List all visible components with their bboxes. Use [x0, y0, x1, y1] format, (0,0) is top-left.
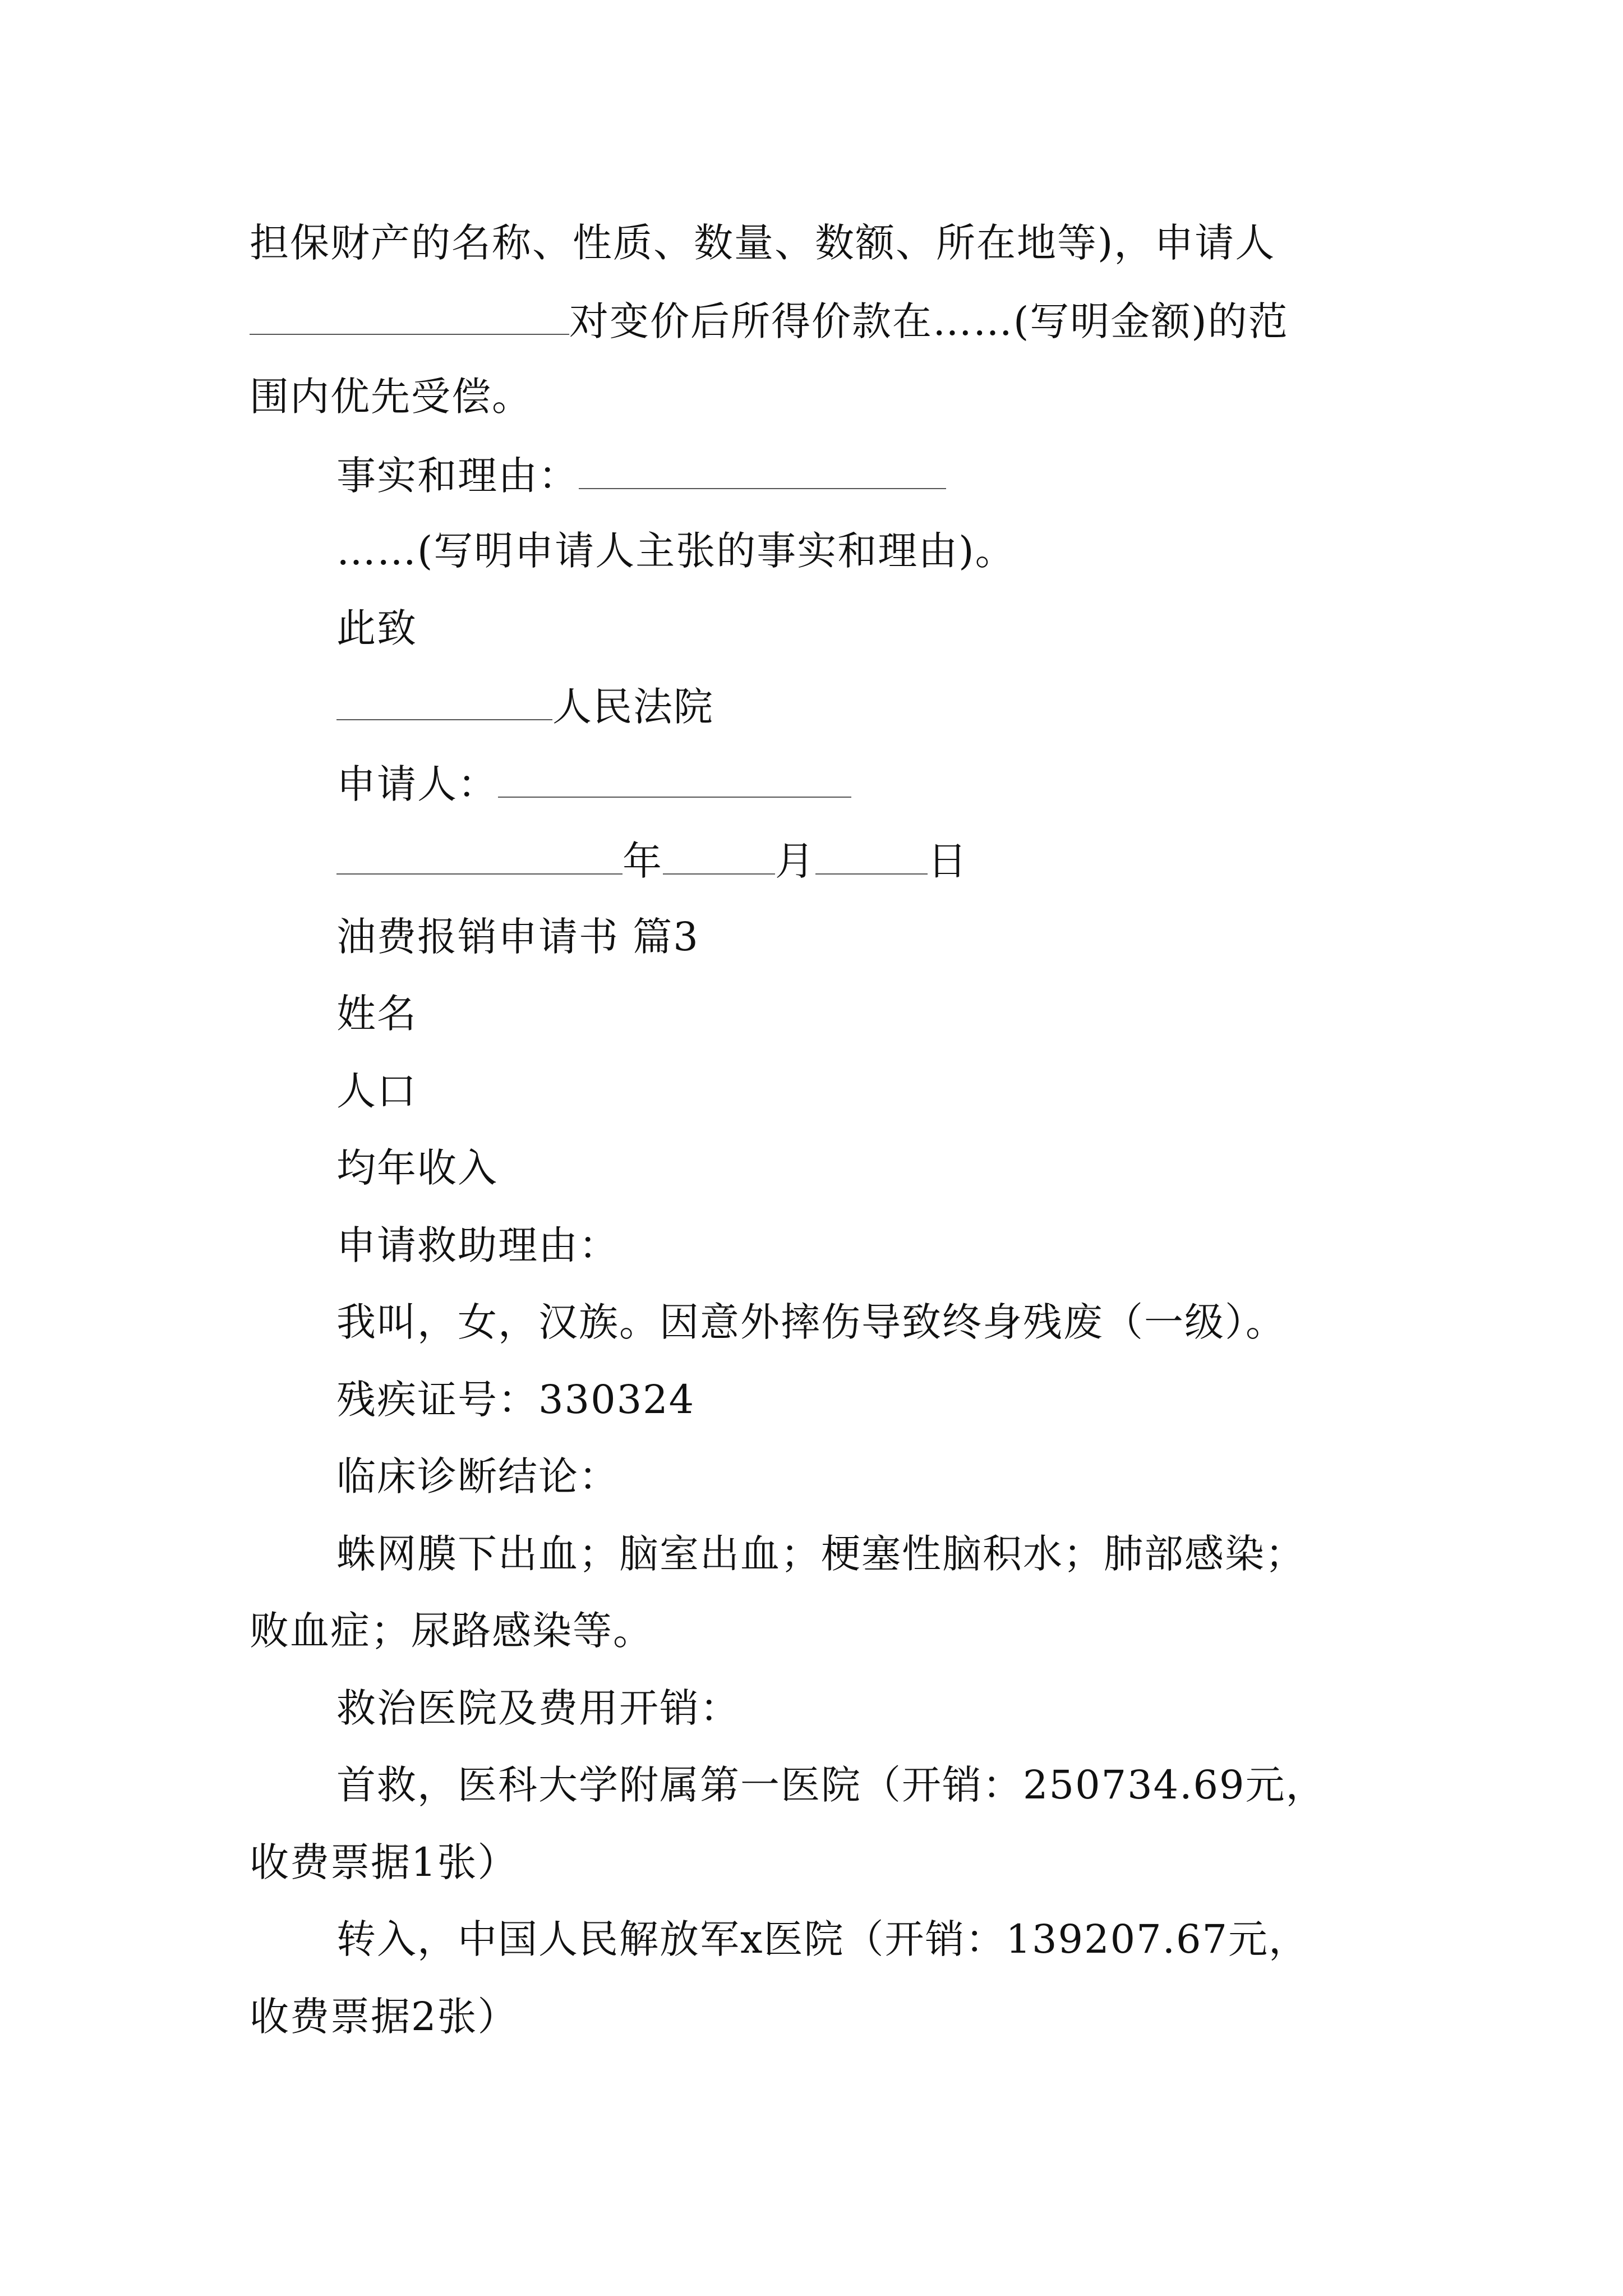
reason-label: 申请救助理由： [336, 1222, 619, 1268]
blank-underline [815, 834, 928, 875]
facts-label: 事实和理由： [336, 453, 579, 499]
paragraph-line: 担保财产的名称、性质、数量、数额、所在地等)，申请人 [250, 220, 1276, 266]
paragraph-text: 对变价后所得价款在……(写明金额)的范 [569, 298, 1289, 344]
applicant-label: 申请人： [336, 761, 498, 807]
field-name: 姓名 [336, 991, 417, 1037]
date-day: 日 [928, 838, 968, 884]
blank-underline [579, 449, 946, 489]
date-month: 月 [775, 838, 815, 884]
hospital-entry: 转入，中国人民解放军x医院（开销：139207.67元， [336, 1916, 1310, 1962]
blank-underline [336, 834, 623, 875]
court-line [336, 680, 714, 730]
field-income: 均年收入 [336, 1145, 498, 1191]
paragraph-line [250, 295, 1289, 345]
blank-underline [336, 680, 552, 720]
salutation: 此致 [336, 605, 417, 651]
paragraph-line: 围内优先受偿。 [250, 374, 532, 420]
hospital-entry: 收费票据1张） [250, 1839, 518, 1885]
diagnosis-text: 败血症；尿路感染等。 [250, 1608, 653, 1654]
field-population: 人口 [336, 1068, 417, 1114]
facts-heading [336, 449, 946, 499]
blank-underline [250, 295, 569, 335]
date-line [336, 834, 968, 885]
facts-note: ……(写明申请人主张的事实和理由)。 [336, 528, 1016, 574]
hospital-entry: 首救，医科大学附属第一医院（开销：250734.69元， [336, 1762, 1326, 1808]
court-suffix: 人民法院 [552, 684, 714, 730]
applicant-line [336, 757, 851, 808]
reason-text: 我叫，女，汉族。因意外摔伤导致终身残废（一级）。 [336, 1299, 1286, 1345]
hospital-label: 救治医院及费用开销： [336, 1685, 740, 1731]
disability-cert: 残疾证号：330324 [336, 1377, 695, 1423]
hospital-entry: 收费票据2张） [250, 1994, 518, 2040]
blank-underline [498, 757, 851, 798]
blank-underline [663, 834, 775, 875]
diagnosis-label: 临床诊断结论： [336, 1453, 619, 1499]
diagnosis-text: 蛛网膜下出血；脑室出血；梗塞性脑积水；肺部感染； [336, 1531, 1306, 1577]
section-title: 油费报销申请书 篇3 [336, 914, 699, 960]
date-year: 年 [623, 838, 663, 884]
